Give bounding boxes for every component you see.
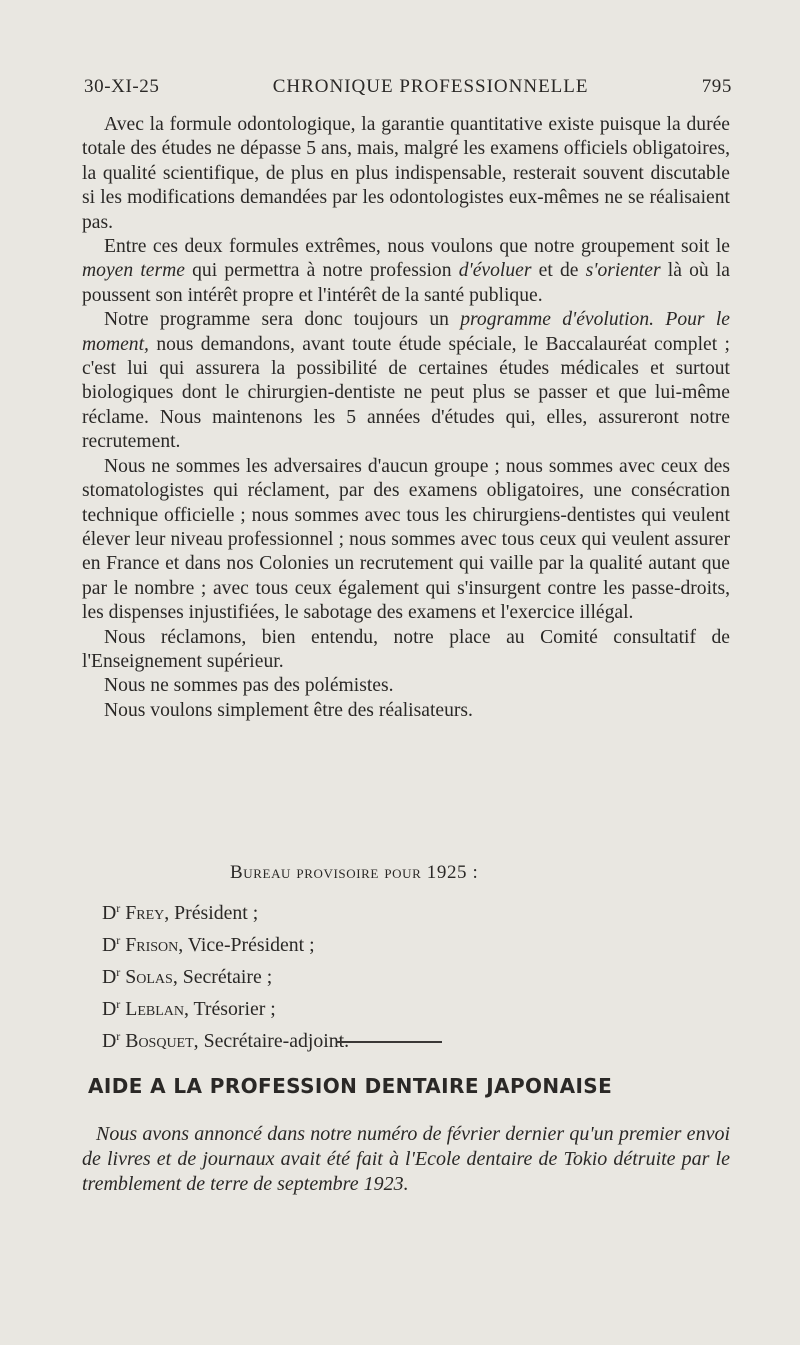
member-role: , Vice-Président ; [178,934,315,956]
paragraph-2-text-a: Entre ces deux formules extrêmes, nous voulons que notre groupement soit le [104,236,730,258]
member-role: , Secrétaire ; [172,966,273,988]
member-prefix-sup: r [116,933,121,947]
paragraph-2-text-e: et de [531,260,586,282]
member-name: Solas [125,966,173,988]
member-name: Leblan [125,998,184,1020]
paragraph-3-emphasis: programme d'évolution. Pour le moment, [82,309,730,355]
paragraph-2-text-g: là où la poussent son intérêt propre et l'intérêt de la santé publique. [82,260,730,306]
paragraph-4: Nous ne sommes les adversaires d'aucun groupe ; nous sommes avec ceux des stomatologistes qui réclament, par des examens obligatoires, une consécration technique officielle ; nous sommes avec tous les chirurgiens-dentistes qui veulent élever leur niveau professionnel ; nous sommes avec tous ceux qui veulent assurer en France et dans nos Colonies un recrutement qui vaille par la qualité autant que par le nombre ; avec tous ceux également qui s'insurgent contre les passe-droits, les dispenses injustifiées, le sabotage des examens et l'exercice illégal. [82,455,730,624]
page-number: 795 [701,76,732,97]
header-title: CHRONIQUE PROFESSIONNELLE [272,76,589,97]
article-body [82,113,730,723]
member-role: , Trésorier ; [184,998,276,1020]
running-header [84,76,732,98]
paragraph-2 [82,235,730,308]
paragraph-3-text-c: nous demandons, avant toute étude spéciale, le Baccalauréat complet ; c'est lui qui assurera la possibilité de certaines études médicales et surtout biologiques dont le chirurgien-dentiste ne peut plus se passer et que lui-même réclame. Nous maintenons les 5 années d'études qui, elles, assureront notre recrutement. [82,333,730,453]
member-prefix: D [102,1030,117,1052]
paragraph-2-emphasis-moyen-terme: moyen terme [82,260,185,282]
section-heading: AIDE A LA PROFESSION DENTAIRE JAPONAISE [88,1074,613,1098]
bureau-member [102,959,349,991]
member-prefix: D [102,998,117,1020]
member-prefix-sup: r [116,997,121,1011]
member-prefix: D [102,902,117,924]
section-divider [336,1041,442,1043]
paragraph-5: Nous réclamons, bien entendu, notre place au Comité consultatif de l'Enseignement supérieur. [82,626,730,672]
paragraph-1: Avec la formule odontologique, la garantie quantitative existe puisque la durée totale des études ne dépasse 5 ans, mais, malgré les examens officiels obligatoires, la qualité scientifique, de plus en plus indispensable, resterait souvent discutable si les modifications demandées par les odontologistes eux-mêmes ne se réalisaient pas. [82,114,730,233]
member-name: Frison [125,934,179,956]
bureau-member [102,927,349,959]
member-name: Frey [125,902,165,924]
paragraph-6: Nous ne sommes pas des polémistes. [104,675,394,697]
paragraph-2-emphasis-evoluer: d'évoluer [458,260,532,282]
bureau-member-list [102,895,349,1055]
member-prefix-sup: r [116,1029,121,1043]
paragraph-7: Nous voulons simplement être des réalisateurs. [104,699,473,721]
member-prefix: D [102,934,117,956]
member-prefix-sup: r [116,965,121,979]
member-prefix-sup: r [116,901,121,915]
paragraph-3 [82,308,730,454]
member-role: , Secrétaire-adjoint. [193,1030,350,1052]
bureau-title: Bureau provisoire pour 1925 : [230,862,479,883]
member-prefix: D [102,966,117,988]
section-body: Nous avons annoncé dans notre numéro de février dernier qu'un premier envoi de livres et de journaux avait été fait à l'Ecole dentaire de Tokio détruite par le tremblement de terre de septembre 1923. [82,1123,730,1195]
member-role: , Président ; [164,902,259,924]
paragraph-3-text-a: Notre programme sera donc toujours un [104,309,461,331]
header-date: 30-XI-25 [84,76,160,97]
paragraph-2-text-c: qui permettra à notre profession [184,260,459,282]
bureau-member [102,1023,349,1055]
member-name: Bosquet [125,1030,194,1052]
bureau-member [102,895,349,927]
paragraph-2-emphasis-orienter: s'orienter [585,260,661,282]
bureau-member [102,991,349,1023]
